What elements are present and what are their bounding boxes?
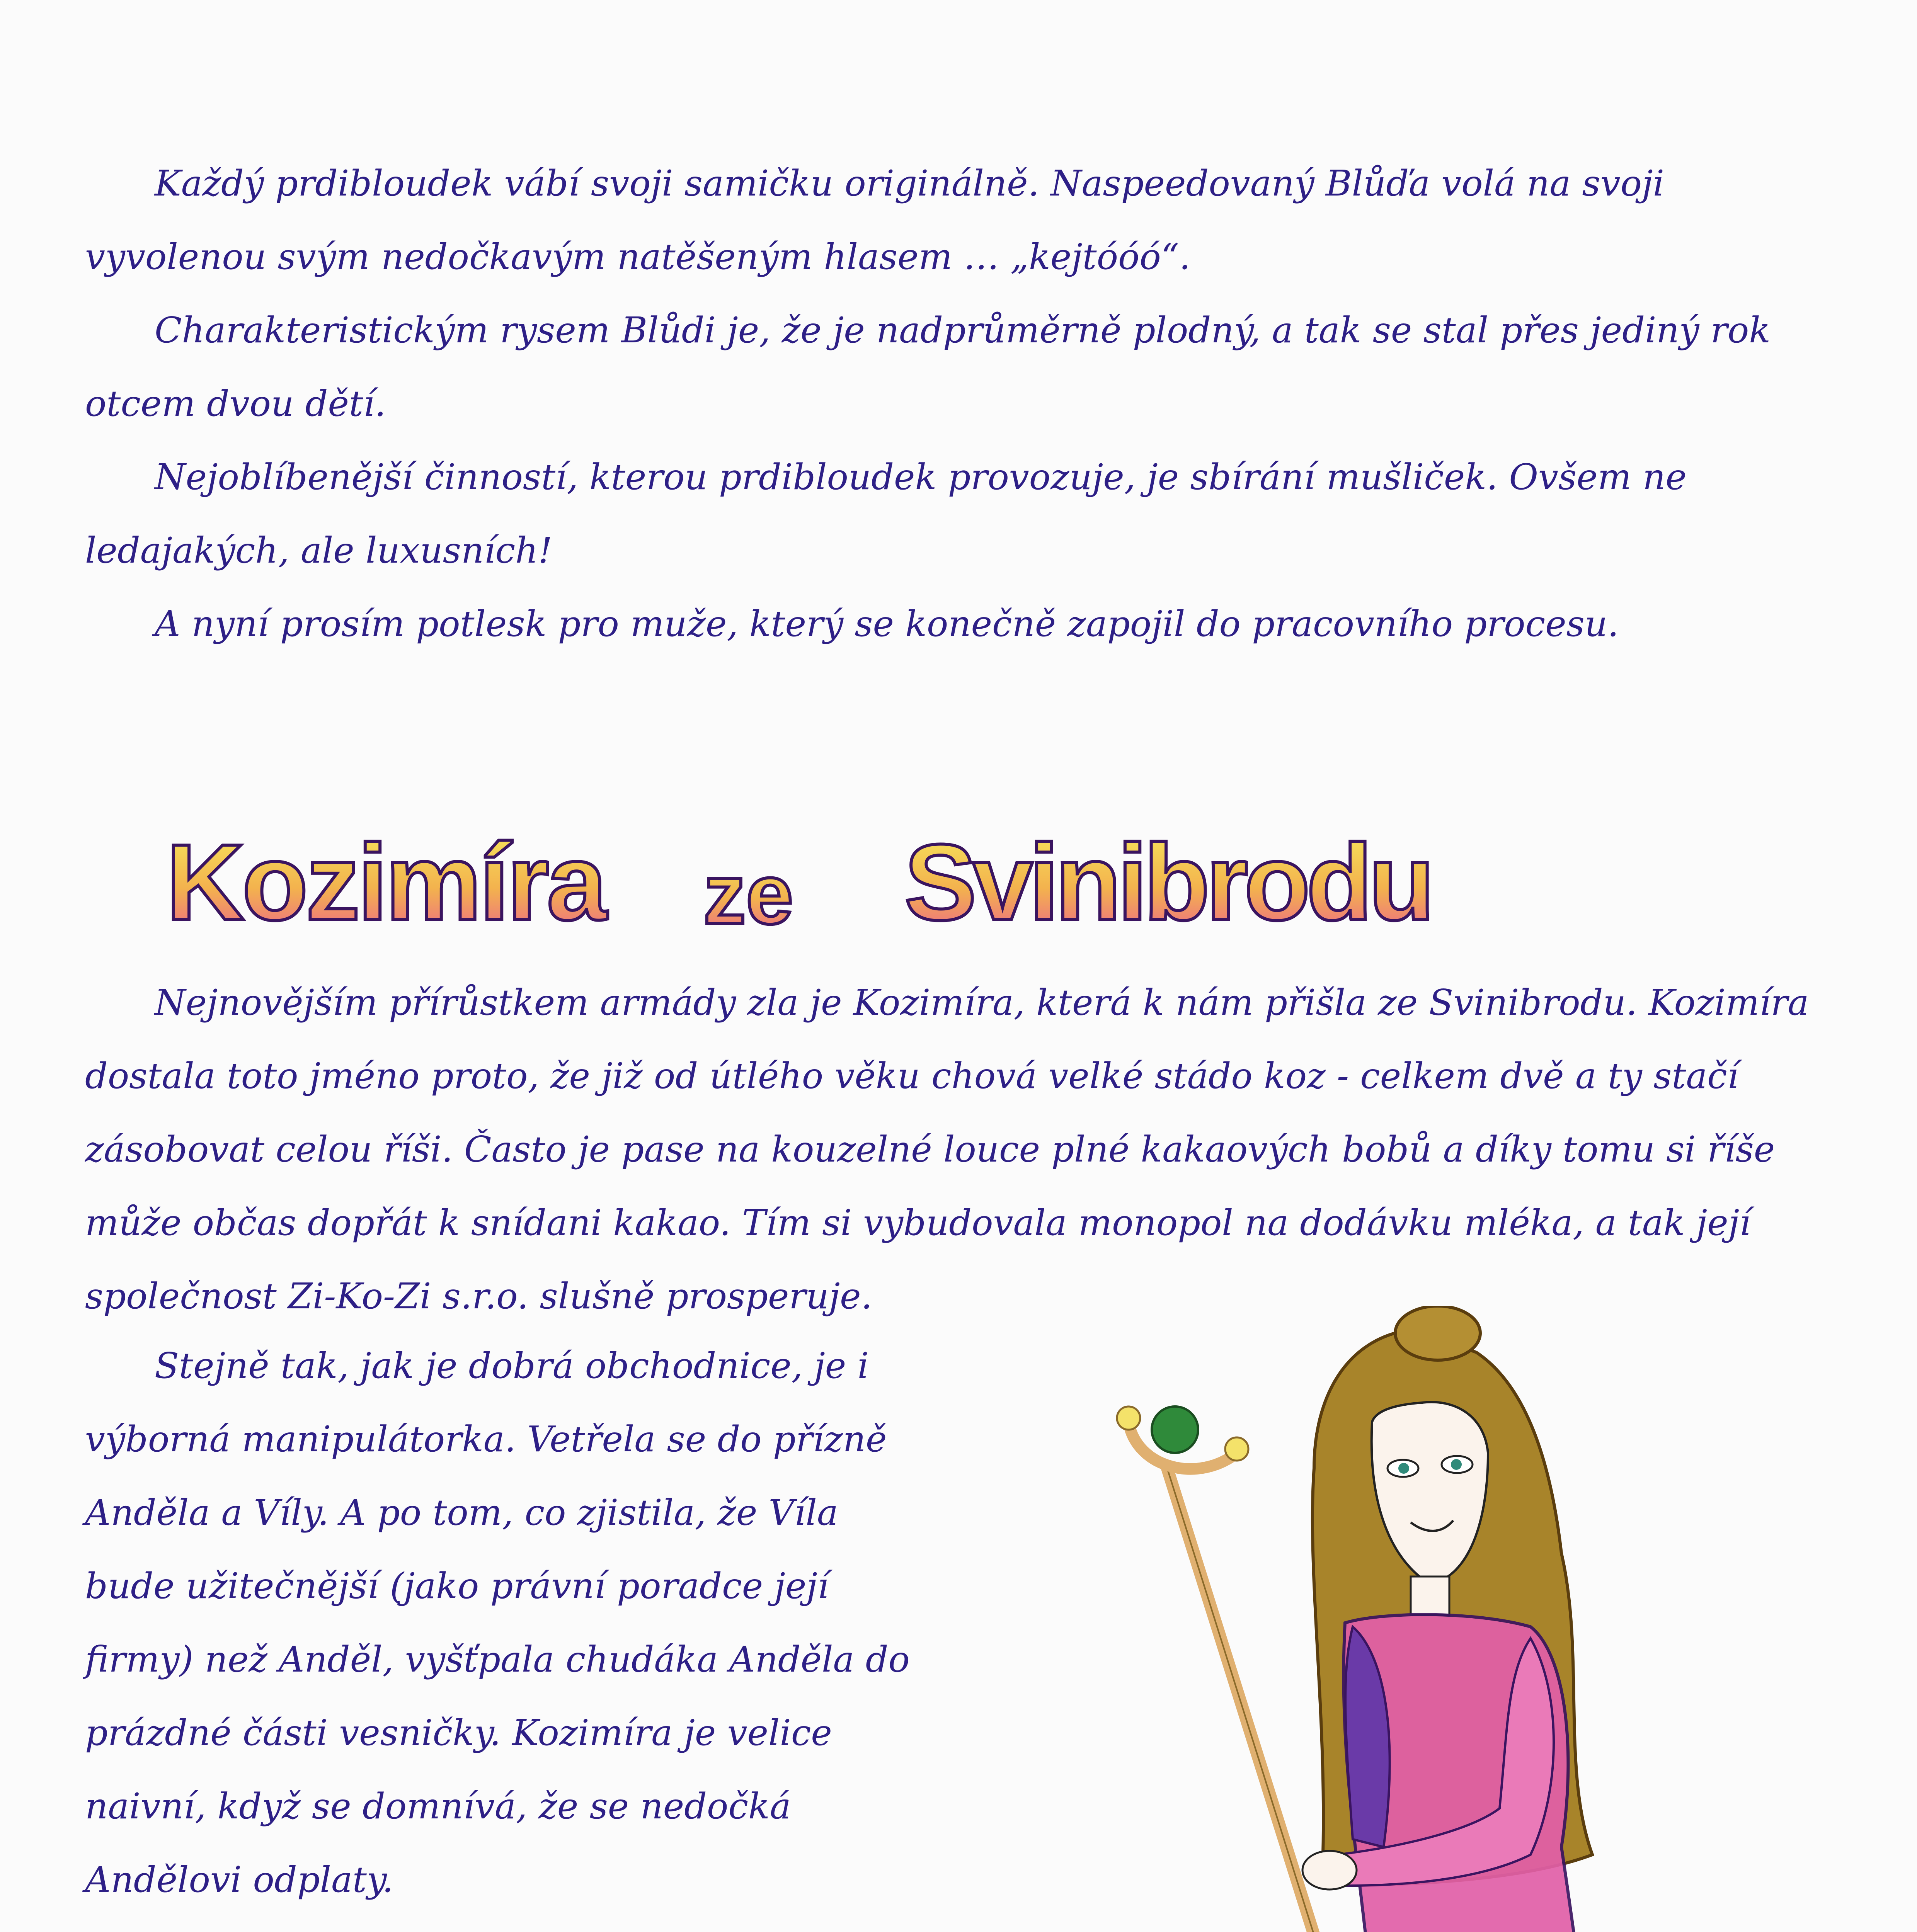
intro-paragraph-1: Každý prdibloudek vábí svoji samičku originálně. Naspeedovaný Blůďa volá na svoji vyvolenou svým nedočkavým natěšeným hlasem … „kejtóóó“. xyxy=(85,163,1665,277)
title-word-1: Kozimíra xyxy=(166,822,605,943)
title-word-2: ze xyxy=(703,847,793,942)
intro-paragraph-4: A nyní prosím potlesk pro muže, který se konečně zapojil do pracovního procesu. xyxy=(155,603,1619,645)
title-word-3: Svinibrodu xyxy=(904,822,1431,943)
intro-paragraph-2: Charakteristickým rysem Blůdi je, že je nadprůměrně plodný, a tak se stal přes jediný rok otcem dvou dětí. xyxy=(85,310,1771,424)
woman-with-staff-and-goat-drawing xyxy=(928,1306,1778,1932)
page-title xyxy=(162,804,1438,966)
story-paragraph-2: Stejně tak, jak je dobrá obchodnice, je i výborná manipulátorka. Vetřela se do přízně Anděla a Víly. A po tom, co zjistila, že Víla bude užitečnější (jako právní poradce její firmy) než Anděl, vyšťpala chudáka Anděla do prázdné části vesničky. Kozimíra je velice naivní, když se domnívá, že se nedočká Andělovi odplaty. xyxy=(85,1345,910,1900)
story-paragraph-1: Nejnovějším přírůstkem armády zla je Kozimíra, která k nám přišla ze Svinibrodu. Kozimíra dostala toto jméno proto, že již od útlého věku chová velké stádo koz - celkem dvě a ty stačí zásobovat celou říši. Často je pase na kouzelné louce plné kakaových bobů a díky tomu si říše může občas dopřát k snídani kakao. Tím si vybudovala monopol na dodávku mléka, a tak její společnost Zi-Ko-Zi s.r.o. slušně prosperuje. xyxy=(85,982,1809,1317)
intro-paragraph-3: Nejoblíbenější činností, kterou prdibloudek provozuje, je sbírání mušliček. Ovšem ne ledajakých, ale luxusních! xyxy=(85,456,1687,571)
